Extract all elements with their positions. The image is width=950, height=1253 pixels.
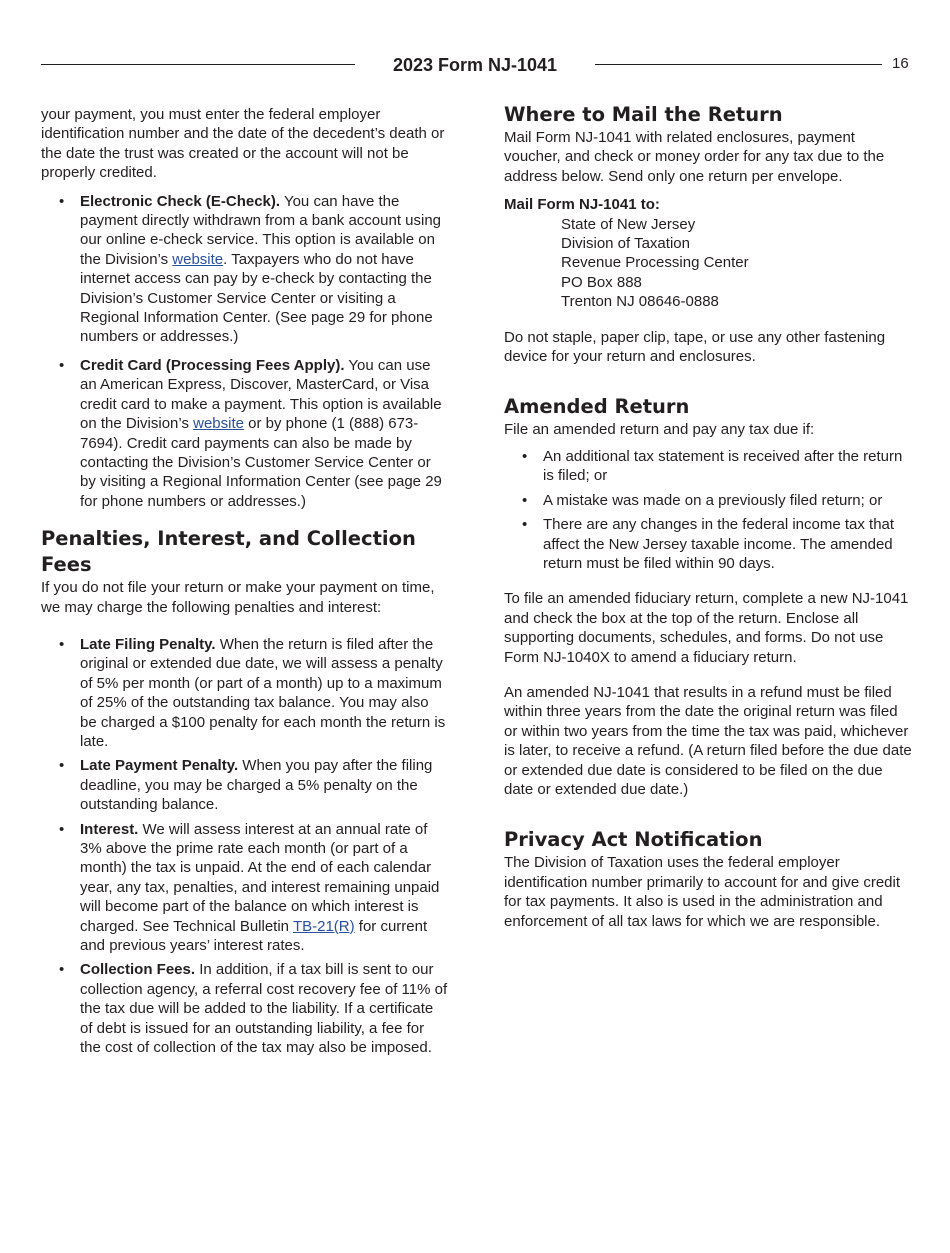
privacy-heading: Privacy Act Notification	[504, 828, 763, 852]
list-item: • There are any changes in the federal income tax that affect the New Jersey taxable income. The amended return must be filed within 90 days.	[504, 515, 912, 573]
page-number: 16	[892, 55, 909, 72]
list-item-late-payment	[41, 756, 449, 814]
credit-card-text-1: You can use an American Express, Discover, MasterCard, or Visa credit card to make a payment. This option is available on the Division’s	[80, 356, 442, 433]
list-item: • A mistake was made on a previously filed return; or	[504, 491, 912, 510]
collection-fees-text: In addition, if a tax bill is sent to our collection agency, a referral cost recovery fee of 11% of the tax due will be added to the liability. If a certificate of debt is issued for an outstanding liability, a fee for the cost of collection of the tax may also be imposed.	[80, 961, 448, 1057]
echeck-text-1: You can have the payment directly withdrawn from a bank account using our online e-check service. This option is available on the Division’s	[80, 192, 442, 268]
amended-conditions-list	[504, 447, 912, 573]
address-line: Revenue Processing Center	[561, 254, 749, 272]
list-item: • An additional tax statement is received after the return is filed; or	[504, 447, 912, 486]
tb-21r-link[interactable]: TB-21(R)	[292, 917, 355, 935]
echeck-label: Electronic Check (E-Check).	[80, 192, 281, 210]
privacy-text: The Division of Taxation uses the federal employer identification number primarily to account for and give credit for tax payments. It also is used in the administration and enforcement of all tax laws for which we are responsible.	[504, 854, 901, 930]
mail-to-label: Mail Form NJ-1041 to:	[504, 196, 660, 214]
list-item-interest	[41, 820, 449, 956]
address-line: Division of Taxation	[561, 235, 690, 253]
address-line: State of New Jersey	[561, 215, 696, 233]
right-column	[504, 102, 912, 931]
form-title: 2023 Form NJ-1041	[392, 55, 558, 75]
credit-card-text-2: or by phone (1 (888) 673-7694). Credit card payments can also be made by contacting the Division’s Customer Service Center or by visiting a Regional Information Center (see page 29 for phone numbers or addresses.)	[80, 415, 442, 510]
late-payment-label: Late Payment Penalty.	[80, 757, 239, 775]
address-line: PO Box 888	[561, 273, 642, 291]
list-item-echeck	[41, 192, 449, 347]
credit-card-label: Credit Card (Processing Fees Apply).	[80, 356, 345, 374]
payment-intro: your payment, you must enter the federal employer identification number and the date of the decedent’s death or the date the trust was created or the account will not be properly credited.	[41, 106, 445, 182]
address-line: Trenton NJ 08646-0888	[561, 293, 719, 311]
payment-methods-list	[41, 192, 449, 512]
list-item-collection-fees	[41, 960, 449, 1057]
echeck-text-2: . Taxpayers who do not have internet access can pay by e-check by contacting the Division’s Customer Service Center or visiting a Regional Information Center. (See page 29 for phone numbers or addresses.)	[80, 250, 433, 346]
penalties-list	[41, 635, 449, 1058]
penalties-heading: Penalties, Interest, and Collection Fees	[41, 527, 416, 577]
interest-text-2: for current and previous years’ interest rates.	[80, 917, 428, 955]
interest-text-1: We will assess interest at an annual rate of 3% above the prime rate each month (or part of a month) the tax is unpaid. At the end of each calendar year, any tax, penalties, and interest remaining unpaid will become part of the balance on which interest is charged. See Technical Bulletin	[80, 820, 440, 935]
list-item-credit-card	[41, 356, 449, 511]
interest-label: Interest.	[80, 820, 139, 838]
header-rule-right	[595, 64, 882, 65]
website-link[interactable]: website	[193, 415, 244, 433]
no-staple-note: Do not staple, paper clip, tape, or use any other fastening device for your return and enclosures.	[504, 328, 886, 366]
mail-heading: Where to Mail the Return	[504, 103, 783, 126]
late-filing-label: Late Filing Penalty.	[80, 635, 216, 653]
collection-fees-label: Collection Fees.	[80, 961, 196, 979]
amended-paragraph-1: To file an amended fiduciary return, complete a new NJ-1041 and check the box at the top of the return. Enclose all supporting documents, schedules, and forms. Do not use Form NJ-1040X to amend a fiduciary return.	[504, 590, 909, 666]
mailing-address	[504, 215, 912, 312]
header-rule-left	[41, 64, 355, 65]
left-column	[41, 105, 449, 1057]
website-link[interactable]: website	[172, 250, 224, 268]
penalties-intro: If you do not file your return or make your payment on time, we may charge the following penalties and interest:	[41, 579, 435, 616]
late-payment-text: When you pay after the filing deadline, you may be charged a 5% penalty on the outstanding balance.	[80, 757, 433, 814]
list-item-late-filing	[41, 635, 449, 751]
mail-intro: Mail Form NJ-1041 with related enclosures, payment voucher, and check or money order for any tax due to the address below. Send only one return per envelope.	[504, 129, 885, 185]
amended-heading: Amended Return	[504, 395, 690, 419]
amended-intro: File an amended return and pay any tax due if:	[504, 421, 815, 439]
amended-paragraph-2: An amended NJ-1041 that results in a refund must be filed within three years from the date the original return was filed or within two years from the time the tax was paid, whichever is later, to receive a refund. (A return filed before the due date or extended due date is considered to be filed on the due date or extended due date.)	[504, 683, 912, 798]
page-header	[0, 52, 950, 78]
late-filing-text: When the return is filed after the original or extended due date, we will assess a penalty of 5% per month (or part of a month) up to a maximum of 25% of the outstanding tax balance. You may also be charged a $100 penalty for each month the return is late.	[80, 635, 446, 750]
